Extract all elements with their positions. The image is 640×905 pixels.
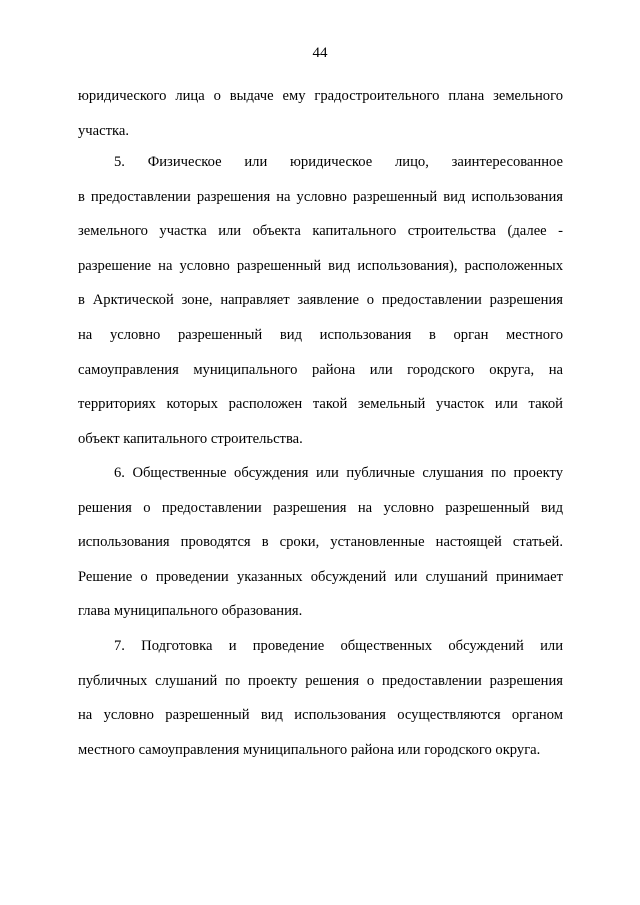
text-line: 5. Физическое или юридическое лицо, заинтересованное: [114, 154, 563, 170]
text-line: земельного участка или объекта капитального строительства (далее -: [78, 223, 563, 240]
text-line: публичных слушаний по проекту решения о предоставлении разрешения: [78, 672, 563, 689]
text-line: 7. Подготовка и проведение общественных обсуждений или: [114, 638, 563, 654]
text-line: использования проводятся в сроки, установленные настоящей статьей.: [78, 534, 563, 551]
text-line: участка.: [78, 122, 129, 139]
text-line: объект капитального строительства.: [78, 430, 303, 447]
text-line: в Арктической зоне, направляет заявление о предоставлении разрешения: [78, 292, 563, 309]
paragraph-item-6: [78, 456, 563, 629]
text-line: юридического лица о выдаче ему градостроительного плана земельного: [78, 88, 563, 104]
text-line: территориях которых расположен такой земельный участок или такой: [78, 396, 563, 413]
paragraph-item-7: [78, 629, 563, 767]
text-line: местного самоуправления муниципального района или городского округа.: [78, 741, 541, 758]
text-line: глава муниципального образования.: [78, 603, 303, 620]
page-number: 44: [312, 45, 328, 61]
paragraph-continuation: [78, 79, 563, 148]
text-line: решения о предоставлении разрешения на условно разрешенный вид: [78, 499, 563, 516]
text-line: на условно разрешенный вид использования осуществляются органом: [78, 707, 563, 724]
paragraph-item-5: [78, 145, 563, 456]
text-line: разрешение на условно разрешенный вид использования), расположенных: [78, 257, 563, 274]
text-line: 6. Общественные обсуждения или публичные слушания по проекту: [114, 465, 563, 481]
text-line: на условно разрешенный вид использования в орган местного: [78, 326, 563, 343]
text-line: в предоставлении разрешения на условно разрешенный вид использования: [78, 188, 563, 205]
text-line: самоуправления муниципального района или городского округа, на: [78, 361, 563, 378]
text-line: Решение о проведении указанных обсуждений или слушаний принимает: [78, 568, 563, 585]
